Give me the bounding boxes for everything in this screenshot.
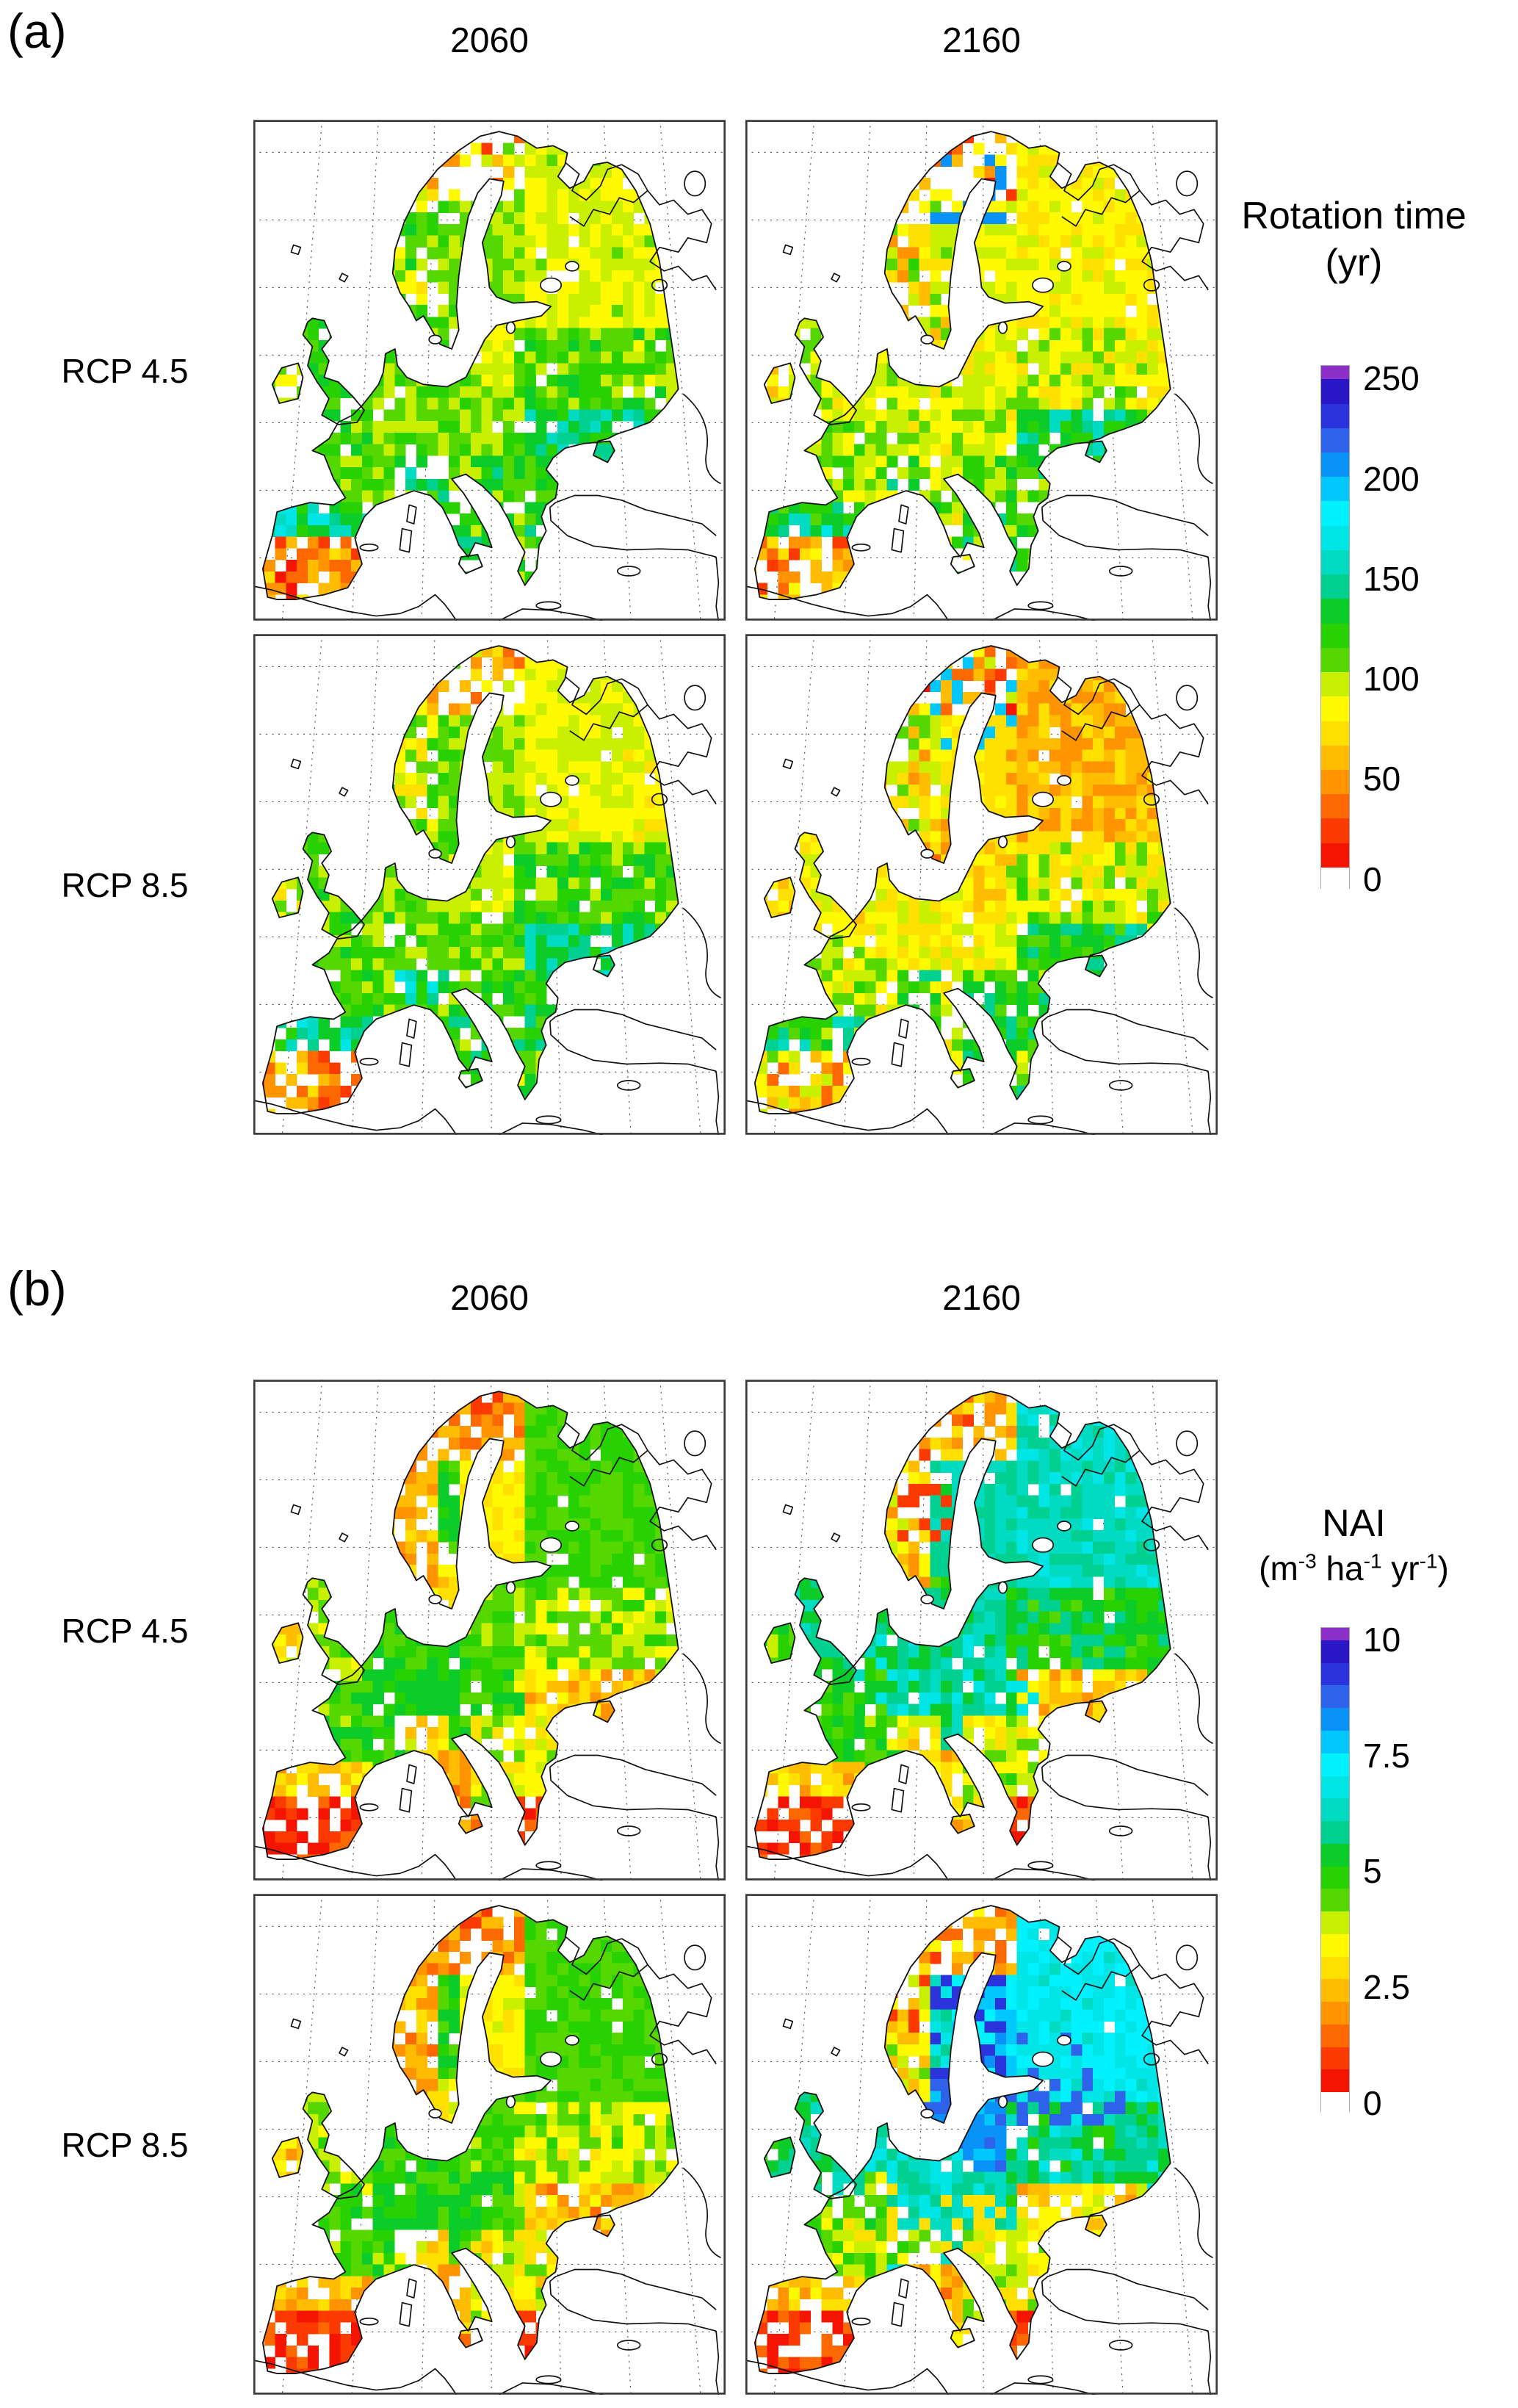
map-a-rcp85-2160: [745, 634, 1218, 1135]
map-a-rcp85-2060: [253, 634, 726, 1135]
raster-cells: [745, 120, 1218, 621]
europe-map-svg: [745, 634, 1218, 1135]
map-a-rcp45-2060: [253, 120, 726, 621]
colorbar-tick-label: 10: [1363, 1621, 1401, 1659]
colorbar-tick-label: 100: [1363, 660, 1420, 698]
panel-b-row-rcp45: RCP 4.5: [61, 1612, 189, 1650]
raster-cells: [745, 1380, 1218, 1881]
raster-cells: [745, 1894, 1218, 2395]
panel-a-col-2060: 2060: [450, 21, 529, 60]
panel-b-col-2160: 2160: [942, 1279, 1021, 1318]
panel-a-label: (a): [7, 4, 67, 58]
colorbar-nai-ticks: [1320, 1621, 1467, 2122]
unit-text: ): [1437, 1549, 1449, 1587]
raster-cells: [253, 1380, 726, 1881]
europe-map-svg: [253, 1380, 726, 1881]
colorbar-tick-label: 0: [1363, 2084, 1382, 2122]
raster-cells: [253, 634, 726, 1135]
europe-map-svg: [253, 120, 726, 621]
panel-a-row-rcp45: RCP 4.5: [61, 352, 189, 390]
unit-text: (m: [1259, 1549, 1298, 1587]
colorbar-tick-label: 2.5: [1363, 1968, 1410, 2006]
europe-map-svg: [745, 1380, 1218, 1881]
map-b-rcp45-2160: [745, 1380, 1218, 1881]
colorbar-tick-label: 150: [1363, 560, 1420, 598]
map-b-rcp85-2160: [745, 1894, 1218, 2395]
panel-b-row-rcp85: RCP 8.5: [61, 2126, 189, 2164]
colorbar-rotation-ticks: [1320, 359, 1467, 898]
unit-superscript: -1: [1363, 1549, 1382, 1573]
colorbar-tick-label: 250: [1363, 359, 1420, 397]
europe-map-svg: [253, 634, 726, 1135]
raster-cells: [253, 1894, 726, 2395]
raster-cells: [745, 634, 1218, 1135]
colorbar-tick-label: 200: [1363, 460, 1420, 498]
colorbar-tick-label: 50: [1363, 760, 1401, 798]
raster-cells: [253, 120, 726, 621]
unit-superscript: -3: [1298, 1549, 1317, 1573]
europe-map-svg: [745, 120, 1218, 621]
colorbar-tick-label: 7.5: [1363, 1737, 1410, 1775]
panel-b-col-2060: 2060: [450, 1279, 529, 1318]
unit-superscript: -1: [1419, 1549, 1438, 1573]
legend-b-unit: [1190, 1549, 1518, 1588]
legend-b-title-line1: NAI: [1322, 1502, 1386, 1545]
map-b-rcp45-2060: [253, 1380, 726, 1881]
panel-b-label: (b): [7, 1261, 67, 1316]
europe-map-svg: [253, 1894, 726, 2395]
colorbar-tick-label: 5: [1363, 1852, 1382, 1890]
map-a-rcp45-2160: [745, 120, 1218, 621]
map-b-rcp85-2060: [253, 1894, 726, 2395]
legend-a-title-line2: (yr): [1325, 242, 1383, 284]
legend-b-title: [1190, 1500, 1518, 1547]
panel-a-col-2160: 2160: [942, 21, 1021, 60]
panel-a-row-rcp85: RCP 8.5: [61, 866, 189, 904]
unit-text: yr: [1381, 1549, 1420, 1587]
colorbar-tick-label: 0: [1363, 860, 1382, 898]
unit-text: ha: [1316, 1549, 1364, 1587]
europe-map-svg: [745, 1894, 1218, 2395]
legend-a-title-line1: Rotation time: [1241, 195, 1467, 237]
legend-a-title: [1190, 192, 1518, 286]
